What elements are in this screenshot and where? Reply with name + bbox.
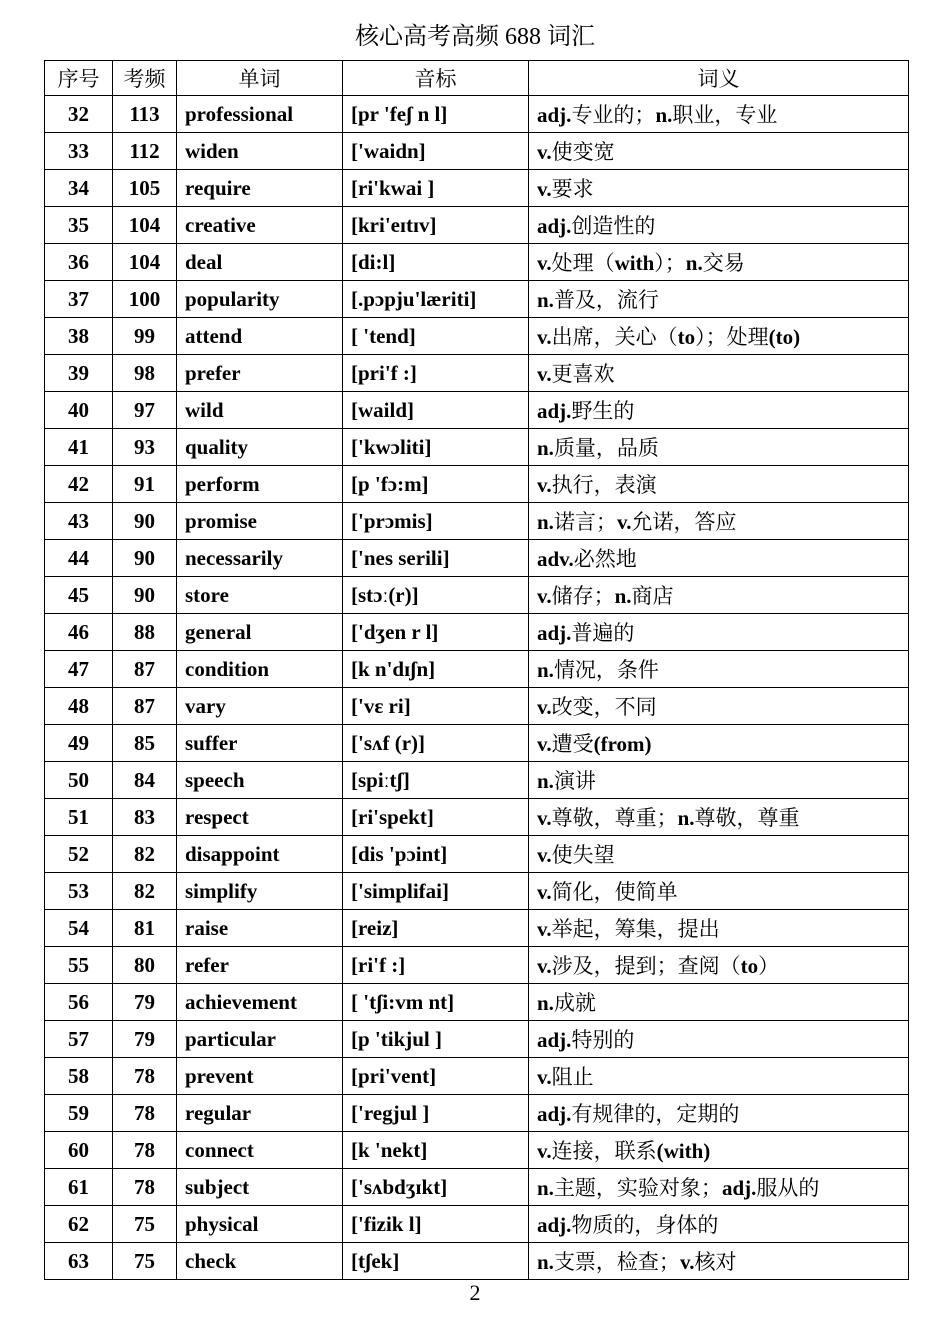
meaning-text-segment: ） xyxy=(758,954,780,978)
row-index: 38 xyxy=(45,318,113,355)
meaning-text-segment: 商店 xyxy=(631,584,674,608)
row-phonetic: [dis 'pɔint] xyxy=(343,836,529,873)
row-word: necessarily xyxy=(177,540,343,577)
meaning-bold-segment: v. xyxy=(537,473,552,497)
table-row xyxy=(45,429,909,466)
meaning-text-segment: 演讲 xyxy=(553,769,596,793)
row-frequency: 85 xyxy=(113,725,177,762)
meaning-bold-segment: v. xyxy=(537,732,552,756)
row-meaning xyxy=(529,244,909,281)
row-word: attend xyxy=(177,318,343,355)
row-index: 35 xyxy=(45,207,113,244)
meaning-text-segment: 出席，关心（ xyxy=(551,325,678,349)
meaning-bold-segment: adj. xyxy=(537,399,572,423)
meaning-bold-segment: (from) xyxy=(593,732,652,756)
row-frequency: 82 xyxy=(113,836,177,873)
vocabulary-table xyxy=(44,60,909,1280)
row-frequency: 79 xyxy=(113,1021,177,1058)
row-frequency: 113 xyxy=(113,96,177,133)
row-frequency: 78 xyxy=(113,1169,177,1206)
meaning-text-segment: 阻止 xyxy=(551,1065,594,1089)
row-frequency: 78 xyxy=(113,1058,177,1095)
row-phonetic: [kri'eɪtɪv] xyxy=(343,207,529,244)
row-index: 62 xyxy=(45,1206,113,1243)
row-index: 61 xyxy=(45,1169,113,1206)
row-frequency: 78 xyxy=(113,1132,177,1169)
row-frequency: 100 xyxy=(113,281,177,318)
table-row xyxy=(45,688,909,725)
row-meaning xyxy=(529,725,909,762)
table-row xyxy=(45,725,909,762)
row-phonetic: [p 'tikjul ] xyxy=(343,1021,529,1058)
row-meaning xyxy=(529,96,909,133)
row-index: 58 xyxy=(45,1058,113,1095)
header-index: 序号 xyxy=(45,61,113,96)
vocabulary-table-body xyxy=(45,96,909,1280)
row-index: 50 xyxy=(45,762,113,799)
row-index: 63 xyxy=(45,1243,113,1280)
row-index: 39 xyxy=(45,355,113,392)
meaning-text-segment: 必然地 xyxy=(573,547,637,571)
meaning-text-segment: 尊敬，尊重 xyxy=(694,806,800,830)
row-frequency: 90 xyxy=(113,503,177,540)
row-word: professional xyxy=(177,96,343,133)
row-phonetic: [.pɔpju'læriti] xyxy=(343,281,529,318)
row-meaning xyxy=(529,1095,909,1132)
row-meaning xyxy=(529,614,909,651)
row-index: 42 xyxy=(45,466,113,503)
row-meaning xyxy=(529,429,909,466)
meaning-bold-segment: v. xyxy=(537,140,552,164)
row-word: respect xyxy=(177,799,343,836)
row-meaning xyxy=(529,392,909,429)
row-index: 52 xyxy=(45,836,113,873)
meaning-bold-segment: n. xyxy=(537,991,554,1015)
meaning-text-segment: 特别的 xyxy=(571,1028,635,1052)
row-word: simplify xyxy=(177,873,343,910)
meaning-text-segment: 有规律的，定期的 xyxy=(571,1102,740,1126)
row-phonetic: [ri'kwai ] xyxy=(343,170,529,207)
row-meaning xyxy=(529,910,909,947)
row-index: 53 xyxy=(45,873,113,910)
row-index: 41 xyxy=(45,429,113,466)
row-word: suffer xyxy=(177,725,343,762)
meaning-bold-segment: adv. xyxy=(537,547,574,571)
row-index: 34 xyxy=(45,170,113,207)
meaning-bold-segment: with xyxy=(614,251,655,275)
row-phonetic: [ 'tend] xyxy=(343,318,529,355)
row-phonetic: [pr 'feʃ n l] xyxy=(343,96,529,133)
row-index: 40 xyxy=(45,392,113,429)
meaning-bold-segment: n. xyxy=(537,658,554,682)
table-row xyxy=(45,318,909,355)
row-phonetic: ['dʒen r l] xyxy=(343,614,529,651)
row-word: widen xyxy=(177,133,343,170)
row-frequency: 87 xyxy=(113,688,177,725)
row-word: regular xyxy=(177,1095,343,1132)
meaning-text-segment: 允诺，答应 xyxy=(631,510,737,534)
row-frequency: 87 xyxy=(113,651,177,688)
row-index: 51 xyxy=(45,799,113,836)
row-meaning xyxy=(529,207,909,244)
row-frequency: 78 xyxy=(113,1095,177,1132)
meaning-text-segment: 遭受 xyxy=(551,732,594,756)
row-word: prevent xyxy=(177,1058,343,1095)
row-word: condition xyxy=(177,651,343,688)
table-row xyxy=(45,799,909,836)
meaning-text-segment: 主题，实验对象； xyxy=(553,1176,722,1200)
meaning-bold-segment: (to) xyxy=(768,325,801,349)
row-word: store xyxy=(177,577,343,614)
row-phonetic: ['vɛ ri] xyxy=(343,688,529,725)
table-row xyxy=(45,1095,909,1132)
row-meaning xyxy=(529,984,909,1021)
row-word: raise xyxy=(177,910,343,947)
row-index: 33 xyxy=(45,133,113,170)
header-frequency: 考频 xyxy=(113,61,177,96)
meaning-bold-segment: n. xyxy=(537,510,554,534)
row-frequency: 97 xyxy=(113,392,177,429)
row-meaning xyxy=(529,762,909,799)
meaning-bold-segment: adj. xyxy=(537,103,572,127)
row-index: 37 xyxy=(45,281,113,318)
row-meaning xyxy=(529,355,909,392)
row-word: disappoint xyxy=(177,836,343,873)
meaning-text-segment: 尊敬，尊重； xyxy=(551,806,678,830)
meaning-bold-segment: adj. xyxy=(537,1028,572,1052)
row-frequency: 112 xyxy=(113,133,177,170)
table-row xyxy=(45,910,909,947)
header-phonetic: 音标 xyxy=(343,61,529,96)
row-index: 47 xyxy=(45,651,113,688)
meaning-text-segment: 支票，检查； xyxy=(553,1250,680,1274)
row-frequency: 82 xyxy=(113,873,177,910)
table-row xyxy=(45,466,909,503)
row-index: 55 xyxy=(45,947,113,984)
row-frequency: 98 xyxy=(113,355,177,392)
row-phonetic: [spiːtʃ] xyxy=(343,762,529,799)
table-row xyxy=(45,1021,909,1058)
row-frequency: 80 xyxy=(113,947,177,984)
row-word: wild xyxy=(177,392,343,429)
meaning-bold-segment: v. xyxy=(537,177,552,201)
row-phonetic: [pri'f :] xyxy=(343,355,529,392)
row-meaning xyxy=(529,1021,909,1058)
row-frequency: 99 xyxy=(113,318,177,355)
table-row xyxy=(45,207,909,244)
meaning-text-segment: 要求 xyxy=(551,177,594,201)
row-phonetic: ['nes serili] xyxy=(343,540,529,577)
row-meaning xyxy=(529,170,909,207)
meaning-bold-segment: v. xyxy=(537,1065,552,1089)
table-row xyxy=(45,984,909,1021)
meaning-text-segment: 举起，筹集，提出 xyxy=(551,917,720,941)
meaning-text-segment: 连接，联系 xyxy=(551,1139,657,1163)
row-phonetic: [ri'f :] xyxy=(343,947,529,984)
table-row xyxy=(45,96,909,133)
table-row xyxy=(45,873,909,910)
row-phonetic: [reiz] xyxy=(343,910,529,947)
page-number: 2 xyxy=(469,1280,481,1305)
table-header-row xyxy=(45,61,909,96)
row-word: popularity xyxy=(177,281,343,318)
row-phonetic: ['simplifai] xyxy=(343,873,529,910)
meaning-bold-segment: v. xyxy=(537,954,552,978)
row-frequency: 105 xyxy=(113,170,177,207)
row-phonetic: ['waidn] xyxy=(343,133,529,170)
meaning-text-segment: 情况，条件 xyxy=(553,658,659,682)
row-frequency: 91 xyxy=(113,466,177,503)
meaning-text-segment: 交易 xyxy=(702,251,745,275)
meaning-text-segment: 储存； xyxy=(551,584,615,608)
meaning-bold-segment: n. xyxy=(537,769,554,793)
row-index: 44 xyxy=(45,540,113,577)
meaning-bold-segment: v. xyxy=(537,843,552,867)
row-frequency: 104 xyxy=(113,207,177,244)
meaning-text-segment: ）； xyxy=(654,251,686,275)
row-meaning xyxy=(529,947,909,984)
meaning-bold-segment: n. xyxy=(537,1250,554,1274)
row-word: promise xyxy=(177,503,343,540)
row-meaning xyxy=(529,540,909,577)
row-phonetic: [ri'spekt] xyxy=(343,799,529,836)
table-row xyxy=(45,392,909,429)
table-row xyxy=(45,614,909,651)
meaning-bold-segment: v. xyxy=(537,325,552,349)
row-word: subject xyxy=(177,1169,343,1206)
row-phonetic: [tʃek] xyxy=(343,1243,529,1280)
row-meaning xyxy=(529,318,909,355)
meaning-bold-segment: v. xyxy=(679,1250,695,1274)
row-phonetic: [pri'vent] xyxy=(343,1058,529,1095)
meaning-text-segment: 质量，品质 xyxy=(553,436,659,460)
meaning-bold-segment: adj. xyxy=(537,1213,572,1237)
meaning-bold-segment: n. xyxy=(685,251,703,275)
row-phonetic: ['sʌf (r)] xyxy=(343,725,529,762)
row-frequency: 79 xyxy=(113,984,177,1021)
meaning-bold-segment: adj. xyxy=(537,1102,572,1126)
row-meaning xyxy=(529,577,909,614)
table-row xyxy=(45,1206,909,1243)
meaning-bold-segment: adj. xyxy=(537,621,572,645)
meaning-text-segment: 处理（ xyxy=(551,251,615,275)
header-meaning: 词义 xyxy=(529,61,909,96)
row-index: 60 xyxy=(45,1132,113,1169)
row-meaning xyxy=(529,1132,909,1169)
row-phonetic: [k n'dɪʃn] xyxy=(343,651,529,688)
meaning-text-segment: 普及，流行 xyxy=(553,288,659,312)
row-phonetic: [stɔː(r)] xyxy=(343,577,529,614)
meaning-text-segment: 使变宽 xyxy=(551,140,615,164)
row-word: quality xyxy=(177,429,343,466)
row-index: 59 xyxy=(45,1095,113,1132)
row-meaning xyxy=(529,873,909,910)
row-phonetic: [ 'tʃi:vm nt] xyxy=(343,984,529,1021)
meaning-text-segment: 核对 xyxy=(694,1250,737,1274)
row-word: connect xyxy=(177,1132,343,1169)
meaning-bold-segment: n. xyxy=(537,1176,554,1200)
row-word: vary xyxy=(177,688,343,725)
meaning-bold-segment: v. xyxy=(537,584,552,608)
table-row xyxy=(45,133,909,170)
meaning-bold-segment: adj. xyxy=(537,214,572,238)
header-word: 单词 xyxy=(177,61,343,96)
row-phonetic: ['kwɔliti] xyxy=(343,429,529,466)
row-word: creative xyxy=(177,207,343,244)
meaning-bold-segment: v. xyxy=(537,251,552,275)
table-row xyxy=(45,540,909,577)
table-row xyxy=(45,503,909,540)
meaning-bold-segment: v. xyxy=(537,695,552,719)
row-phonetic: ['sʌbdʒɪkt] xyxy=(343,1169,529,1206)
row-meaning xyxy=(529,1206,909,1243)
meaning-bold-segment: n. xyxy=(614,584,632,608)
meaning-text-segment: 成就 xyxy=(553,991,596,1015)
row-frequency: 75 xyxy=(113,1243,177,1280)
meaning-text-segment: ）；处理 xyxy=(695,325,769,349)
row-meaning xyxy=(529,651,909,688)
row-frequency: 75 xyxy=(113,1206,177,1243)
row-meaning xyxy=(529,133,909,170)
meaning-text-segment: 野生的 xyxy=(571,399,635,423)
row-frequency: 104 xyxy=(113,244,177,281)
row-meaning xyxy=(529,1058,909,1095)
row-word: prefer xyxy=(177,355,343,392)
row-word: achievement xyxy=(177,984,343,1021)
row-index: 54 xyxy=(45,910,113,947)
row-phonetic: ['fizik l] xyxy=(343,1206,529,1243)
row-meaning xyxy=(529,466,909,503)
meaning-bold-segment: v. xyxy=(537,806,552,830)
row-frequency: 88 xyxy=(113,614,177,651)
row-word: refer xyxy=(177,947,343,984)
meaning-bold-segment: v. xyxy=(537,1139,552,1163)
row-meaning xyxy=(529,799,909,836)
meaning-text-segment: 简化，使简单 xyxy=(551,880,678,904)
row-index: 56 xyxy=(45,984,113,1021)
meaning-bold-segment: n. xyxy=(537,288,554,312)
row-word: particular xyxy=(177,1021,343,1058)
row-word: check xyxy=(177,1243,343,1280)
row-index: 43 xyxy=(45,503,113,540)
row-meaning xyxy=(529,503,909,540)
table-row xyxy=(45,947,909,984)
table-row xyxy=(45,762,909,799)
row-phonetic: ['prɔmis] xyxy=(343,503,529,540)
row-meaning xyxy=(529,1169,909,1206)
meaning-text-segment: 诺言； xyxy=(553,510,617,534)
row-frequency: 90 xyxy=(113,577,177,614)
row-phonetic: [k 'nekt] xyxy=(343,1132,529,1169)
table-row xyxy=(45,170,909,207)
meaning-text-segment: 专业的； xyxy=(571,103,656,127)
row-frequency: 83 xyxy=(113,799,177,836)
row-frequency: 93 xyxy=(113,429,177,466)
row-phonetic: [waild] xyxy=(343,392,529,429)
page-title: 核心高考高频 688 词汇 xyxy=(355,24,595,50)
row-index: 57 xyxy=(45,1021,113,1058)
meaning-text-segment: 使失望 xyxy=(551,843,615,867)
meaning-bold-segment: n. xyxy=(537,436,554,460)
row-index: 49 xyxy=(45,725,113,762)
row-index: 48 xyxy=(45,688,113,725)
row-meaning xyxy=(529,836,909,873)
row-word: require xyxy=(177,170,343,207)
meaning-bold-segment: (with) xyxy=(656,1139,711,1163)
row-frequency: 84 xyxy=(113,762,177,799)
meaning-text-segment: 普遍的 xyxy=(571,621,635,645)
row-meaning xyxy=(529,281,909,318)
meaning-bold-segment: v. xyxy=(537,917,552,941)
meaning-bold-segment: to xyxy=(740,954,759,978)
meaning-bold-segment: adj. xyxy=(721,1176,757,1200)
meaning-bold-segment: to xyxy=(677,325,696,349)
meaning-bold-segment: v. xyxy=(616,510,632,534)
row-phonetic: [di:l] xyxy=(343,244,529,281)
row-word: deal xyxy=(177,244,343,281)
row-index: 45 xyxy=(45,577,113,614)
row-word: general xyxy=(177,614,343,651)
meaning-text-segment: 更喜欢 xyxy=(551,362,615,386)
meaning-text-segment: 物质的，身体的 xyxy=(571,1213,719,1237)
table-row xyxy=(45,577,909,614)
row-index: 32 xyxy=(45,96,113,133)
table-row xyxy=(45,836,909,873)
meaning-text-segment: 创造性的 xyxy=(571,214,656,238)
table-row xyxy=(45,1058,909,1095)
meaning-bold-segment: n. xyxy=(655,103,673,127)
meaning-text-segment: 服从的 xyxy=(756,1176,820,1200)
table-row xyxy=(45,1169,909,1206)
table-row xyxy=(45,244,909,281)
table-row xyxy=(45,1243,909,1280)
table-row xyxy=(45,355,909,392)
row-word: physical xyxy=(177,1206,343,1243)
meaning-text-segment: 职业，专业 xyxy=(672,103,778,127)
row-word: speech xyxy=(177,762,343,799)
row-frequency: 81 xyxy=(113,910,177,947)
table-row xyxy=(45,1132,909,1169)
meaning-bold-segment: n. xyxy=(677,806,695,830)
row-meaning xyxy=(529,1243,909,1280)
meaning-bold-segment: v. xyxy=(537,880,552,904)
row-phonetic: ['regjul ] xyxy=(343,1095,529,1132)
table-row xyxy=(45,651,909,688)
row-meaning xyxy=(529,688,909,725)
meaning-text-segment: 改变，不同 xyxy=(551,695,657,719)
row-word: perform xyxy=(177,466,343,503)
meaning-text-segment: 涉及，提到；查阅（ xyxy=(551,954,741,978)
row-index: 36 xyxy=(45,244,113,281)
row-phonetic: [p 'fɔ:m] xyxy=(343,466,529,503)
row-frequency: 90 xyxy=(113,540,177,577)
meaning-bold-segment: v. xyxy=(537,362,552,386)
table-row xyxy=(45,281,909,318)
row-index: 46 xyxy=(45,614,113,651)
meaning-text-segment: 执行，表演 xyxy=(551,473,657,497)
